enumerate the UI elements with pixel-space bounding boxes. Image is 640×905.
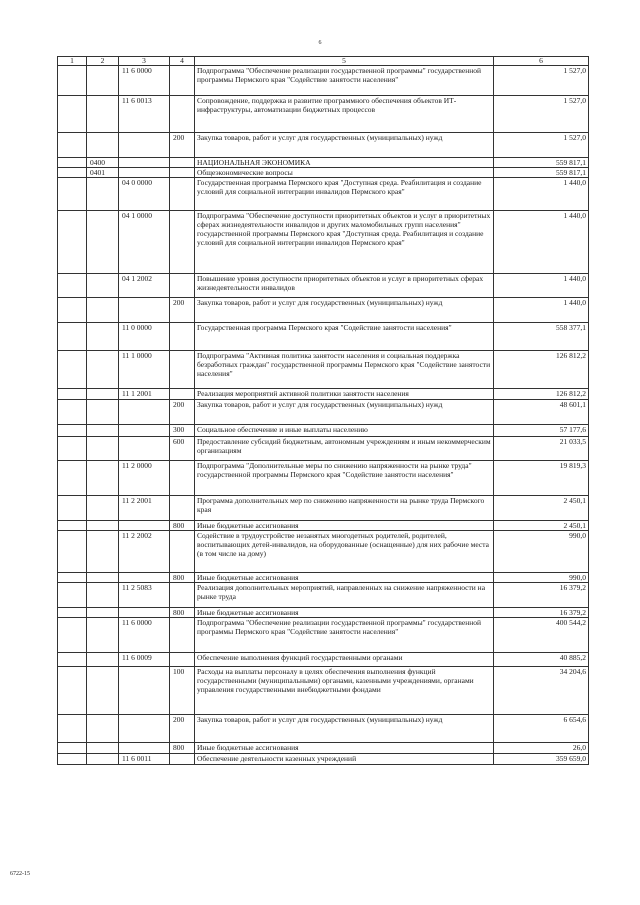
table-cell-c4 <box>170 653 195 667</box>
table-cell-c6: 21 033,5 <box>494 437 589 461</box>
table-cell-c3: 11 2 5083 <box>119 583 170 608</box>
table-cell-c6: 40 885,2 <box>494 653 589 667</box>
table-cell-c1 <box>58 583 87 608</box>
table-row <box>58 583 589 608</box>
table-cell-c5: Подпрограмма "Активная политика занятости населения и социальная поддержка безработных граждан" государственной программы Пермского края "Содействие занятости населения" <box>195 351 494 389</box>
table-cell-c2 <box>87 496 119 521</box>
table-cell-c2 <box>87 573 119 583</box>
table-cell-c5: Предоставление субсидий бюджетным, автономным учреждениям и иным некоммерческим организациям <box>195 437 494 461</box>
table-row <box>58 425 589 437</box>
table-cell-c5: Подпрограмма "Дополнительные меры по снижению напряженности на рынке труда" государственной программы Пермского края "Содействие занятости населения" <box>195 461 494 496</box>
table-cell-c3: 04 0 0000 <box>119 178 170 211</box>
table-cell-c3: 11 6 0000 <box>119 618 170 653</box>
table-row <box>58 521 589 531</box>
table-row <box>58 298 589 323</box>
table-cell-c3 <box>119 667 170 715</box>
table-cell-c3: 11 1 2001 <box>119 389 170 400</box>
table-cell-c5: Закупка товаров, работ и услуг для государственных (муниципальных) нужд <box>195 715 494 743</box>
table-cell-c1 <box>58 608 87 618</box>
table-cell-c4 <box>170 461 195 496</box>
table-row <box>58 667 589 715</box>
table-cell-c2 <box>87 715 119 743</box>
table-cell-c3: 04 1 2002 <box>119 274 170 298</box>
table-cell-c2 <box>87 133 119 158</box>
table-cell-c5: Обеспечение выполнения функций государственными органами <box>195 653 494 667</box>
table-cell-c5: Реализация дополнительных мероприятий, направленных на снижение напряженности на рынке труда <box>195 583 494 608</box>
table-cell-c4 <box>170 66 195 96</box>
table-cell-c5: Иные бюджетные ассигнования <box>195 608 494 618</box>
table-cell-c2: 0400 <box>87 158 119 168</box>
table-cell-c5: Программа дополнительных мер по снижению напряженности на рынке труда Пермского края <box>195 496 494 521</box>
table-row <box>58 168 589 178</box>
table-cell-c1 <box>58 743 87 754</box>
table-cell-c5: Иные бюджетные ассигнования <box>195 521 494 531</box>
column-header: 6 <box>494 57 589 66</box>
table-row <box>58 211 589 274</box>
table-cell-c5: Обеспечение деятельности казенных учреждений <box>195 754 494 765</box>
table-cell-c1 <box>58 425 87 437</box>
table-cell-c6: 990,0 <box>494 573 589 583</box>
table-row <box>58 323 589 351</box>
table-cell-c3: 11 6 0011 <box>119 754 170 765</box>
table-cell-c2 <box>87 667 119 715</box>
table-cell-c1 <box>58 168 87 178</box>
table-cell-c1 <box>58 274 87 298</box>
table-cell-c2 <box>87 461 119 496</box>
table-row <box>58 133 589 158</box>
table-cell-c6: 6 654,6 <box>494 715 589 743</box>
table-cell-c4 <box>170 754 195 765</box>
table-cell-c6: 1 440,0 <box>494 274 589 298</box>
table-row <box>58 400 589 425</box>
table-cell-c2 <box>87 274 119 298</box>
table-cell-c1 <box>58 66 87 96</box>
table-cell-c6: 26,0 <box>494 743 589 754</box>
table-cell-c6: 126 812,2 <box>494 351 589 389</box>
table-cell-c2 <box>87 425 119 437</box>
table-cell-c3: 11 2 0000 <box>119 461 170 496</box>
table-row <box>58 715 589 743</box>
table-cell-c6: 48 601,1 <box>494 400 589 425</box>
table-cell-c6: 559 817,1 <box>494 158 589 168</box>
table-cell-c3: 11 2 2002 <box>119 531 170 573</box>
header-row <box>58 57 589 66</box>
table-cell-c6: 16 379,2 <box>494 608 589 618</box>
table-row <box>58 351 589 389</box>
table-cell-c2 <box>87 66 119 96</box>
table-cell-c4 <box>170 389 195 400</box>
table-cell-c5: Расходы на выплаты персоналу в целях обеспечения выполнения функций государственными (муниципальными) органами, казенными учреждениями, органами управления государственными внебюджетными фондами <box>195 667 494 715</box>
table-cell-c1 <box>58 298 87 323</box>
table-row <box>58 531 589 573</box>
table-cell-c5: Подпрограмма "Обеспечение реализации государственной программы" государственной программы Пермского края "Содействие занятости населения" <box>195 618 494 653</box>
page-number: 6 <box>318 40 322 46</box>
table-cell-c3 <box>119 400 170 425</box>
table-cell-c1 <box>58 754 87 765</box>
table-cell-c6: 19 819,3 <box>494 461 589 496</box>
table-cell-c3 <box>119 425 170 437</box>
table-cell-c3 <box>119 168 170 178</box>
table-cell-c6: 57 177,6 <box>494 425 589 437</box>
table-row <box>58 618 589 653</box>
table-cell-c3 <box>119 573 170 583</box>
table-cell-c2 <box>87 531 119 573</box>
table-cell-c6: 1 527,0 <box>494 133 589 158</box>
table-cell-c6: 1 440,0 <box>494 178 589 211</box>
table-cell-c4 <box>170 158 195 168</box>
table-row <box>58 573 589 583</box>
table-cell-c1 <box>58 211 87 274</box>
table-cell-c1 <box>58 389 87 400</box>
table-cell-c4: 200 <box>170 133 195 158</box>
table-cell-c5: Государственная программа Пермского края "Содействие занятости населения" <box>195 323 494 351</box>
table-cell-c2 <box>87 96 119 133</box>
table-cell-c4 <box>170 274 195 298</box>
table-cell-c6: 400 544,2 <box>494 618 589 653</box>
table-cell-c5: Иные бюджетные ассигнования <box>195 743 494 754</box>
table-cell-c6: 16 379,2 <box>494 583 589 608</box>
table-cell-c1 <box>58 531 87 573</box>
table-cell-c4 <box>170 496 195 521</box>
table-cell-c4 <box>170 168 195 178</box>
table-cell-c1 <box>58 96 87 133</box>
table-cell-c5: Содействие в трудоустройстве незанятых многодетных родителей, родителей, воспитывающих детей-инвалидов, на оборудованные (оснащенные) для них рабочие места (в том числе на дому) <box>195 531 494 573</box>
table-cell-c3: 11 2 2001 <box>119 496 170 521</box>
table-row <box>58 274 589 298</box>
table-cell-c4 <box>170 351 195 389</box>
table-cell-c3 <box>119 158 170 168</box>
table-cell-c2 <box>87 743 119 754</box>
table-cell-c3 <box>119 133 170 158</box>
table-cell-c3: 11 0 0000 <box>119 323 170 351</box>
table-cell-c1 <box>58 323 87 351</box>
column-header: 1 <box>58 57 87 66</box>
table-cell-c2 <box>87 298 119 323</box>
table-cell-c1 <box>58 178 87 211</box>
table-cell-c1 <box>58 715 87 743</box>
table-cell-c6: 990,0 <box>494 531 589 573</box>
table-row <box>58 743 589 754</box>
table-cell-c2 <box>87 211 119 274</box>
budget-table <box>57 56 589 765</box>
table-cell-c2 <box>87 389 119 400</box>
table-row <box>58 608 589 618</box>
table-cell-c2 <box>87 351 119 389</box>
table-cell-c2 <box>87 754 119 765</box>
table-cell-c6: 1 527,0 <box>494 96 589 133</box>
table-cell-c4 <box>170 211 195 274</box>
table-row <box>58 496 589 521</box>
table-cell-c5: Подпрограмма "Обеспечение доступности приоритетных объектов и услуг в приоритетных сферах жизнедеятельности инвалидов и других маломобильных групп населения" государственной программы Пермского края "Доступная среда. Реабилитация и создание условий для социальной интеграции инвалидов Пермского края" <box>195 211 494 274</box>
table-cell-c5: Государственная программа Пермского края "Доступная среда. Реабилитация и создание условий для социальной интеграции инвалидов Пермского края" <box>195 178 494 211</box>
table-row <box>58 158 589 168</box>
table-cell-c4: 200 <box>170 400 195 425</box>
table-cell-c3 <box>119 743 170 754</box>
table-cell-c4 <box>170 583 195 608</box>
table-cell-c1 <box>58 461 87 496</box>
table-cell-c2 <box>87 437 119 461</box>
table-row <box>58 754 589 765</box>
table-cell-c5: Социальное обеспечение и иные выплаты населению <box>195 425 494 437</box>
table-cell-c2 <box>87 178 119 211</box>
table-cell-c3: 11 1 0000 <box>119 351 170 389</box>
table-row <box>58 461 589 496</box>
table-cell-c4: 600 <box>170 437 195 461</box>
table-cell-c4 <box>170 178 195 211</box>
table-row <box>58 96 589 133</box>
table-cell-c1 <box>58 573 87 583</box>
table-cell-c6: 2 450,1 <box>494 496 589 521</box>
table-cell-c4 <box>170 96 195 133</box>
table-cell-c4 <box>170 531 195 573</box>
table-cell-c5: Общеэкономические вопросы <box>195 168 494 178</box>
table-cell-c2: 0401 <box>87 168 119 178</box>
table-cell-c4: 200 <box>170 715 195 743</box>
table-cell-c5: Закупка товаров, работ и услуг для государственных (муниципальных) нужд <box>195 133 494 158</box>
table-cell-c3 <box>119 437 170 461</box>
table-cell-c6: 34 204,6 <box>494 667 589 715</box>
table-cell-c4: 100 <box>170 667 195 715</box>
table-cell-c3: 11 6 0013 <box>119 96 170 133</box>
table-cell-c3 <box>119 608 170 618</box>
table-cell-c1 <box>58 618 87 653</box>
table-cell-c6: 126 812,2 <box>494 389 589 400</box>
table-row <box>58 653 589 667</box>
table-cell-c1 <box>58 400 87 425</box>
table-cell-c6: 558 377,1 <box>494 323 589 351</box>
table-row <box>58 178 589 211</box>
table-cell-c5: Подпрограмма "Обеспечение реализации государственной программы" государственной программы Пермского края "Содействие занятости населения" <box>195 66 494 96</box>
table-cell-c1 <box>58 351 87 389</box>
table-cell-c4: 300 <box>170 425 195 437</box>
table-cell-c4: 200 <box>170 298 195 323</box>
table-cell-c5: Закупка товаров, работ и услуг для государственных (муниципальных) нужд <box>195 400 494 425</box>
table-cell-c5: НАЦИОНАЛЬНАЯ ЭКОНОМИКА <box>195 158 494 168</box>
table-cell-c1 <box>58 158 87 168</box>
table-cell-c6: 2 450,1 <box>494 521 589 531</box>
table-cell-c1 <box>58 521 87 531</box>
table-cell-c2 <box>87 618 119 653</box>
table-cell-c6: 1 527,0 <box>494 66 589 96</box>
table-cell-c3 <box>119 715 170 743</box>
table-row <box>58 437 589 461</box>
table-cell-c4 <box>170 323 195 351</box>
column-header: 5 <box>195 57 494 66</box>
table-cell-c3: 04 1 0000 <box>119 211 170 274</box>
table-cell-c5: Закупка товаров, работ и услуг для государственных (муниципальных) нужд <box>195 298 494 323</box>
table-cell-c4 <box>170 618 195 653</box>
table-cell-c5: Повышение уровня доступности приоритетных объектов и услуг в приоритетных сферах жизнедеятельности инвалидов <box>195 274 494 298</box>
column-header: 3 <box>119 57 170 66</box>
table-cell-c3 <box>119 521 170 531</box>
footer-code: 6722-15 <box>10 871 30 877</box>
table-cell-c1 <box>58 437 87 461</box>
table-cell-c6: 559 817,1 <box>494 168 589 178</box>
table-cell-c3 <box>119 298 170 323</box>
table-cell-c2 <box>87 653 119 667</box>
column-header: 2 <box>87 57 119 66</box>
table-cell-c6: 359 659,0 <box>494 754 589 765</box>
table-cell-c2 <box>87 608 119 618</box>
table-row <box>58 66 589 96</box>
table-cell-c5: Реализация мероприятий активной политики занятости населения <box>195 389 494 400</box>
table-cell-c6: 1 440,0 <box>494 298 589 323</box>
table-cell-c4: 800 <box>170 743 195 754</box>
table-cell-c2 <box>87 323 119 351</box>
table-cell-c4: 800 <box>170 608 195 618</box>
table-cell-c4: 800 <box>170 521 195 531</box>
table-cell-c1 <box>58 653 87 667</box>
table-cell-c3: 11 6 0000 <box>119 66 170 96</box>
table-cell-c2 <box>87 583 119 608</box>
table-cell-c1 <box>58 496 87 521</box>
table-cell-c1 <box>58 667 87 715</box>
table-cell-c2 <box>87 521 119 531</box>
table-cell-c1 <box>58 133 87 158</box>
column-header: 4 <box>170 57 195 66</box>
table-cell-c5: Иные бюджетные ассигнования <box>195 573 494 583</box>
table-cell-c4: 800 <box>170 573 195 583</box>
table-row <box>58 389 589 400</box>
table-cell-c2 <box>87 400 119 425</box>
table-cell-c5: Сопровождение, поддержка и развитие программного обеспечения объектов ИТ-инфраструктуры, автоматизации бюджетных процессов <box>195 96 494 133</box>
table-cell-c3: 11 6 0009 <box>119 653 170 667</box>
table-cell-c6: 1 440,0 <box>494 211 589 274</box>
